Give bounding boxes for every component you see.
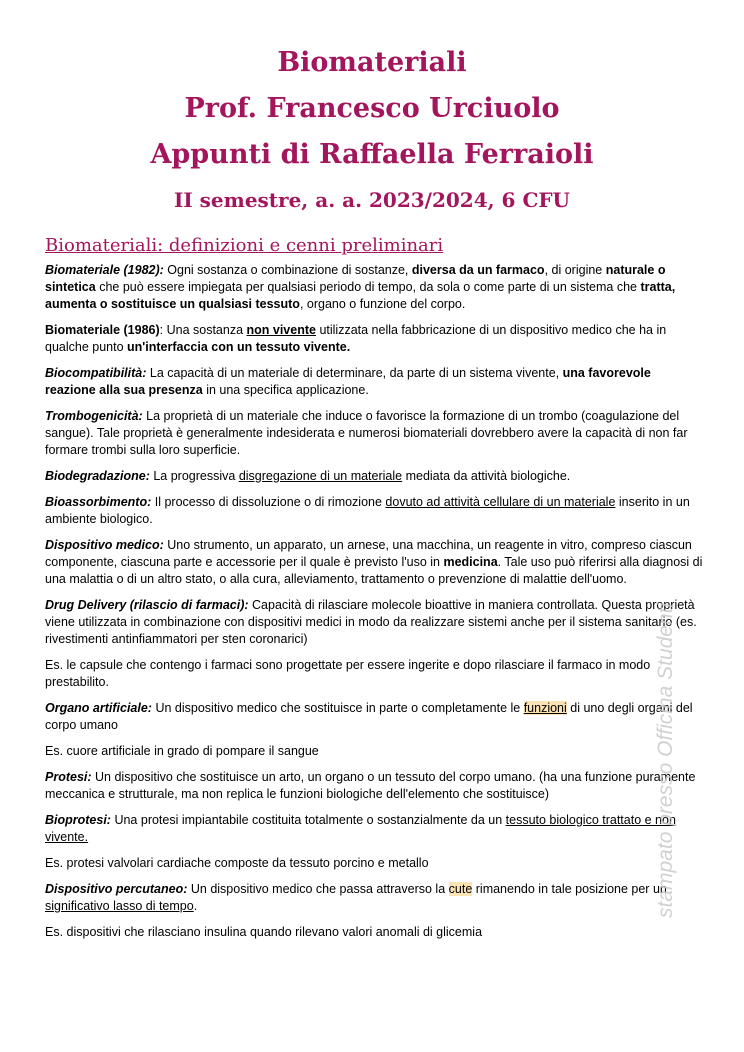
- text: : Una sostanza: [159, 323, 247, 337]
- term: Biocompatibilità:: [45, 366, 147, 380]
- underlined-text: tessuto biologico trattato e non vivente.: [45, 813, 676, 844]
- paragraph-organo-artificiale: [45, 700, 703, 734]
- text: Capacità di rilasciare molecole bioattive in maniera controllata. Questa proprietà viene utilizzata in combinazione con dispositivi medici in modo da realizzare sistemi anche per il sistema sanitario (es. rivestimenti antinfiammatori per sten coronarici): [45, 598, 697, 646]
- bold-text: medicina: [443, 555, 498, 569]
- term: Trombogenicità:: [45, 409, 143, 423]
- text: Una protesi impiantabile costituita totalmente o sostanzialmente da un: [110, 813, 506, 827]
- term: Dispositivo percutaneo:: [45, 882, 188, 896]
- paragraph-dispositivo-percutaneo: [45, 881, 703, 915]
- paragraph-bioassorbimento: [45, 494, 703, 528]
- paragraph-example-cuore: [45, 743, 703, 760]
- text: Un dispositivo che sostituisce un arto, un organo o un tessuto del corpo umano. (ha una funzione puramente meccanica e strutturale, ma non replica le funzioni biologiche dell'elemento che sostituisce): [45, 770, 696, 801]
- paragraph-biomateriale-1982: [45, 262, 703, 313]
- professor-name: Prof. Francesco Urciuolo: [184, 93, 560, 124]
- semester-info: II semestre, a. a. 2023/2024, 6 CFU: [174, 188, 570, 212]
- term: Biomateriale (1982):: [45, 263, 164, 277]
- highlighted-text: cute: [448, 882, 473, 896]
- text: , di origine: [544, 263, 606, 277]
- paragraph-trombogenicita: [45, 408, 703, 459]
- term: Bioassorbimento:: [45, 495, 152, 509]
- text: .: [193, 899, 198, 913]
- term: Organo artificiale:: [45, 701, 152, 715]
- text: mediata da attività biologiche.: [402, 469, 571, 483]
- text: Un dispositivo medico che passa attraverso la: [187, 882, 449, 896]
- paragraph-dispositivo-medico: [45, 537, 703, 588]
- document-body: [45, 262, 703, 950]
- text: Es. cuore artificiale in grado di pompare il sangue: [45, 744, 319, 758]
- text: Uno strumento, un apparato, un arnese, una macchina, un reagente in vitro, compreso ciascun componente, ciascuna parte e accessorie per il quale è previsto l'uso in: [45, 538, 692, 569]
- text: in una specifica applicazione.: [202, 383, 369, 397]
- underlined-text: dovuto ad attività cellulare di un materiale: [385, 495, 616, 509]
- paragraph-bioprotesi: [45, 812, 703, 846]
- text: che può essere impiegata per qualsiasi periodo di tempo, da sola o come parte di un sistema che: [95, 280, 641, 294]
- bold-underlined-text: non vivente: [246, 323, 316, 337]
- notes-author: Appunti di Raffaella Ferraioli: [150, 139, 594, 170]
- text: Ogni sostanza o combinazione di sostanze,: [163, 263, 412, 277]
- text: La progressiva: [149, 469, 239, 483]
- watermark: stampato presso Officina Studenti: [654, 602, 677, 918]
- bold-text: tratta, aumenta o sostituisce un qualsiasi tessuto: [45, 280, 676, 311]
- course-title: Biomateriali: [277, 47, 467, 78]
- paragraph-biomateriale-1986: [45, 322, 703, 356]
- bold-text: un'interfaccia con un tessuto vivente.: [127, 340, 351, 354]
- text: La proprietà di un materiale che induce o favorisce la formazione di un trombo (coagulazione del sangue). Tale proprietà è generalmente indesiderata e numerosi biomateriali dovrebbero avere la capacità di non far formare trombi sulla loro superficie.: [45, 409, 688, 457]
- highlighted-text: funzioni: [523, 701, 567, 715]
- text: inserito in un ambiente biologico.: [45, 495, 690, 526]
- text: , organo o funzione del corpo.: [299, 297, 466, 311]
- text: rimanendo in tale posizione per un: [472, 882, 667, 896]
- paragraph-drug-delivery: [45, 597, 703, 648]
- paragraph-example-protesi-valvolari: [45, 855, 703, 872]
- document-header: [0, 40, 744, 214]
- term: Biomateriale (1986): [45, 323, 160, 337]
- paragraph-biodegradazione: [45, 468, 703, 485]
- text: Es. le capsule che contengo i farmaci sono progettate per essere ingerite e dopo rilasciare il farmaco in modo prestabilito.: [45, 658, 651, 689]
- term: Dispositivo medico:: [45, 538, 164, 552]
- text: Es. protesi valvolari cardiache composte da tessuto porcino e metallo: [45, 856, 429, 870]
- term: Drug Delivery (rilascio di farmaci):: [45, 598, 249, 612]
- bold-text: diversa da un farmaco: [411, 263, 545, 277]
- term: Bioprotesi:: [45, 813, 111, 827]
- term: Protesi:: [45, 770, 92, 784]
- bold-text: naturale o sintetica: [45, 263, 666, 294]
- bold-text: una favorevole reazione alla sua presenza: [45, 366, 651, 397]
- text: Il processo di dissoluzione o di rimozione: [151, 495, 386, 509]
- section-title: Biomateriali: definizioni e cenni preliminari: [45, 235, 444, 256]
- term: Biodegradazione:: [45, 469, 150, 483]
- text: di uno degli organi del corpo umano: [45, 701, 693, 732]
- paragraph-protesi: [45, 769, 703, 803]
- paragraph-example-capsule: [45, 657, 703, 691]
- text: Es. dispositivi che rilasciano insulina quando rilevano valori anomali di glicemia: [45, 925, 483, 939]
- text: . Tale uso può riferirsi alla diagnosi di una malattia o di un altro stato, o alla cura, alleviamento, trattamento o prevenzione di malattie dell'uomo.: [45, 555, 703, 586]
- paragraph-example-insulina: [45, 924, 703, 941]
- underlined-text: disgregazione di un materiale: [238, 469, 403, 483]
- text: Un dispositivo medico che sostituisce in parte o completamente le: [151, 701, 524, 715]
- underlined-text: significativo lasso di tempo: [45, 899, 194, 913]
- text: utilizzata nella fabbricazione di un dispositivo medico che ha in qualche punto: [45, 323, 667, 354]
- paragraph-biocompatibilita: [45, 365, 703, 399]
- text: La capacità di un materiale di determinare, da parte di un sistema vivente,: [146, 366, 563, 380]
